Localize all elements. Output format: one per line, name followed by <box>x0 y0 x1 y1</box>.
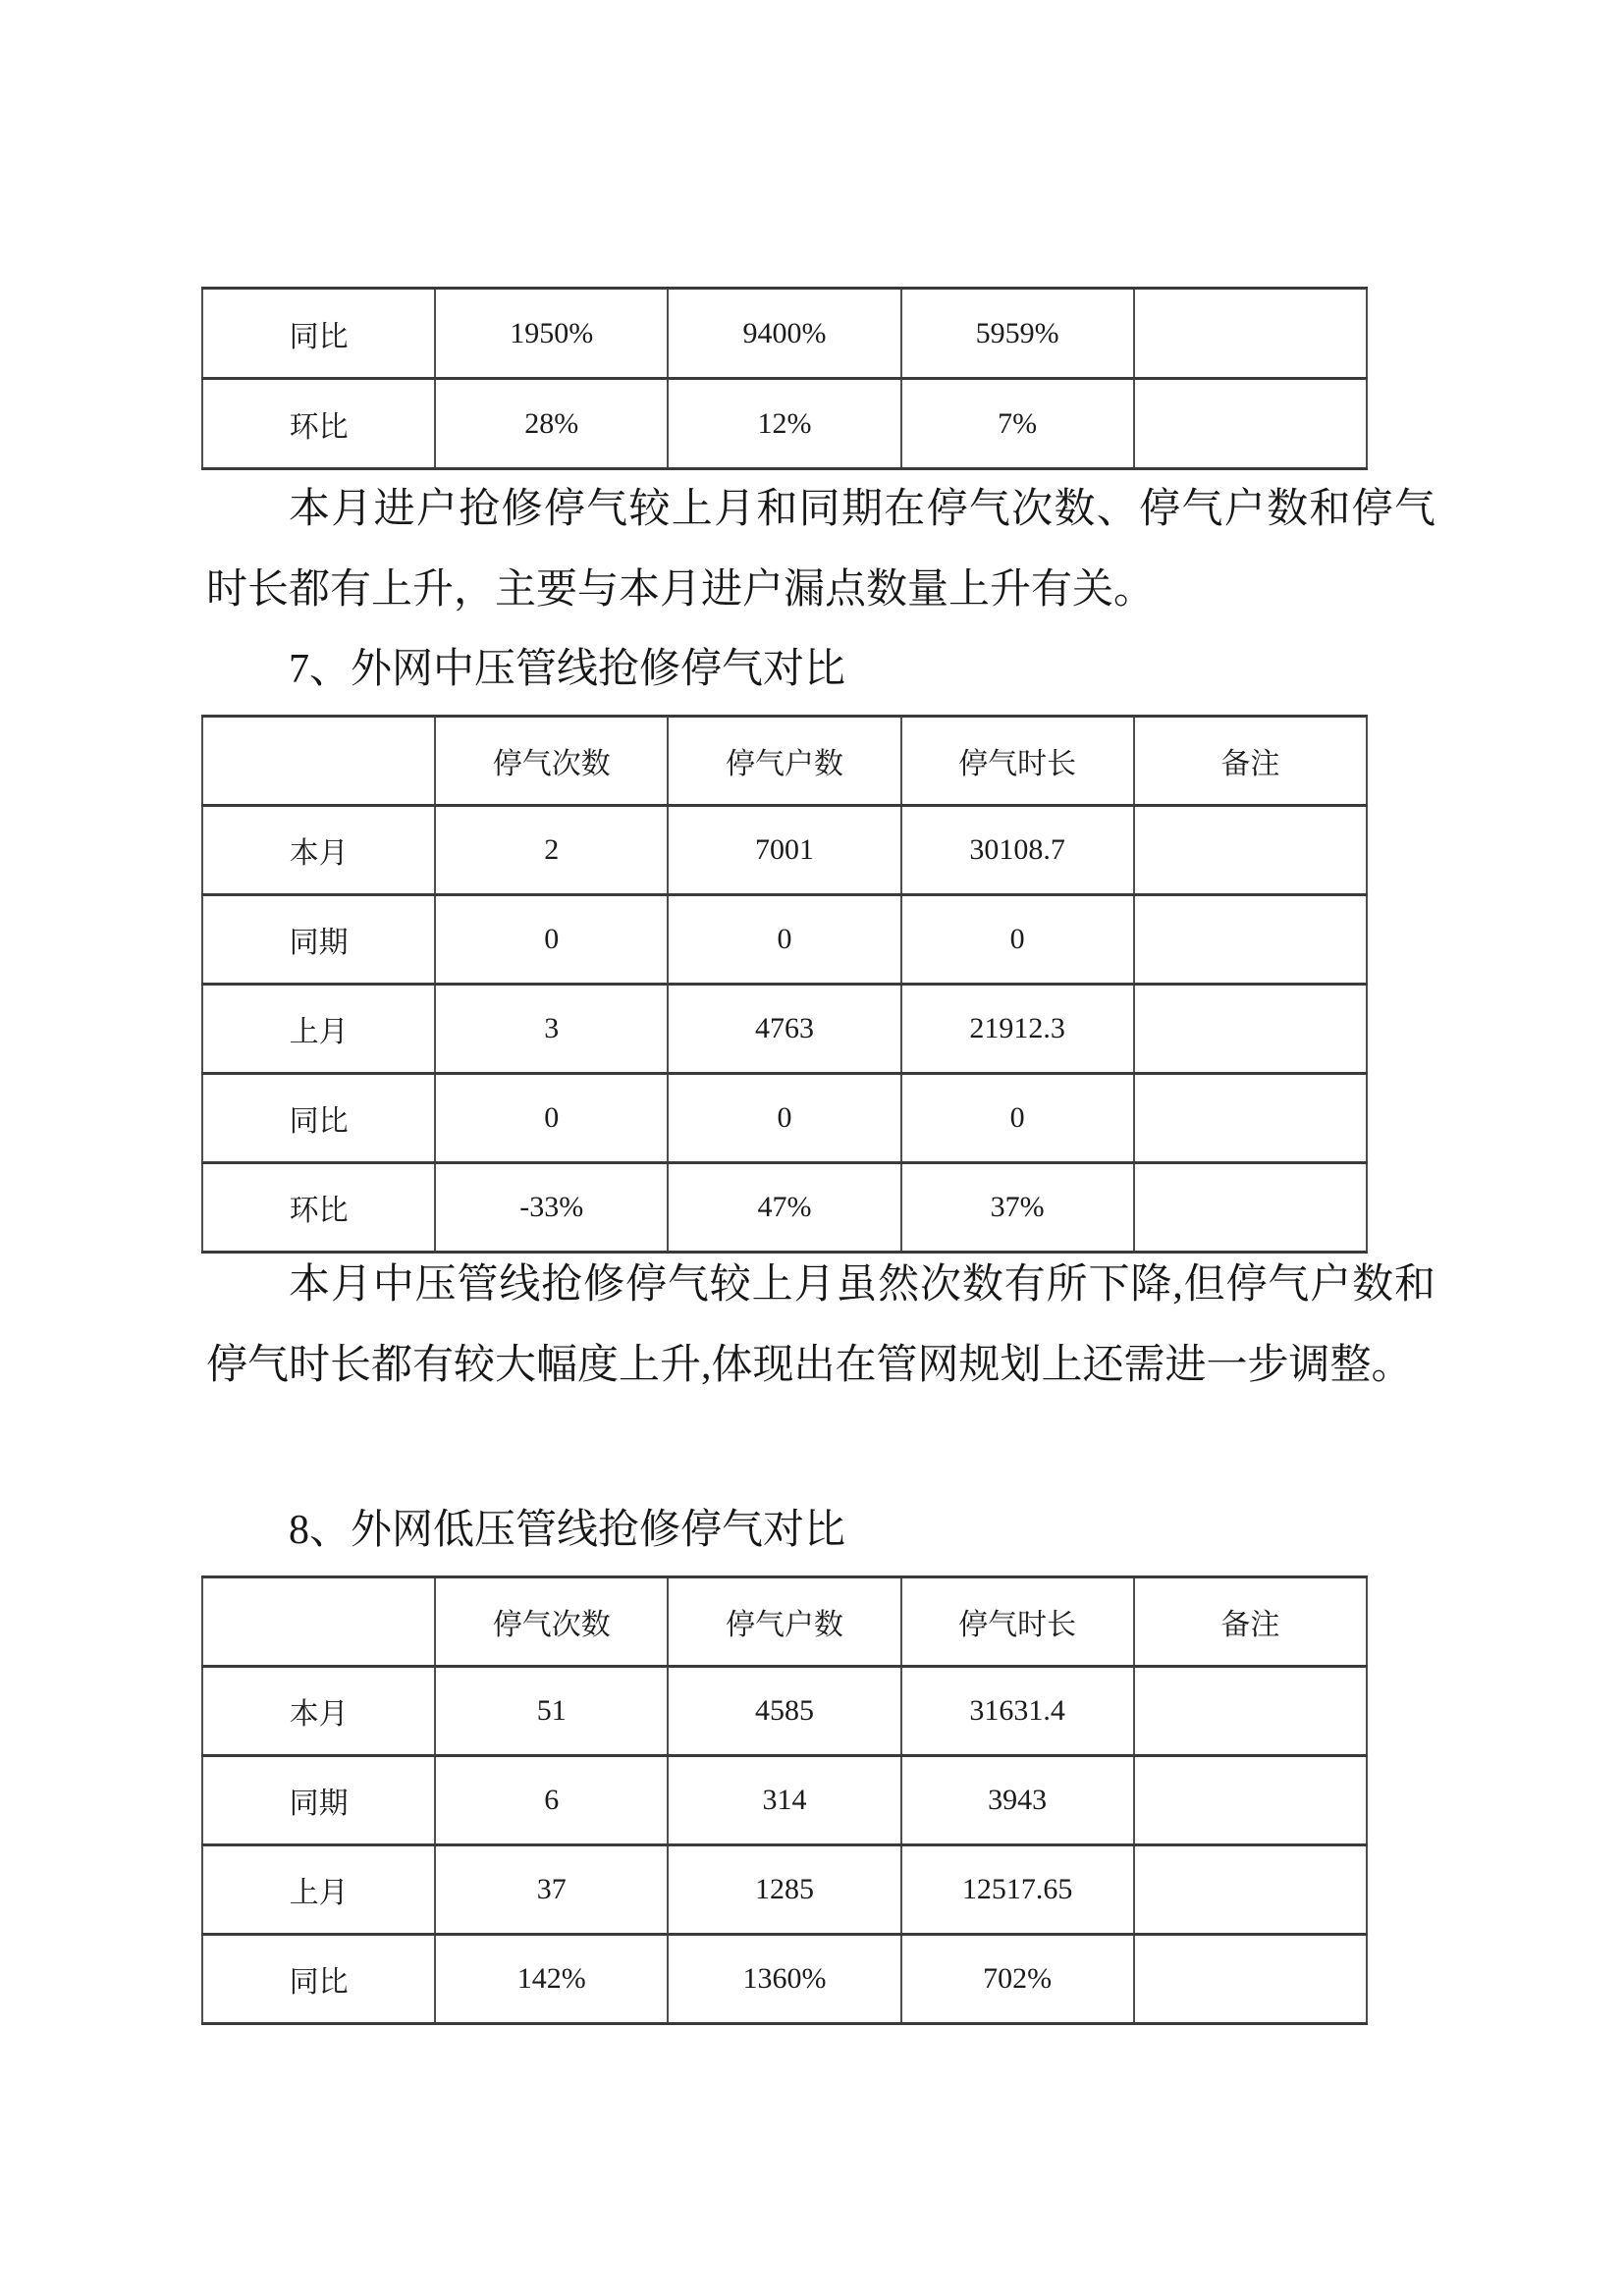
table-header-cell: 停气时长 <box>901 1577 1134 1667</box>
table-cell: 1950% <box>435 289 668 379</box>
table-cell: 30108.7 <box>901 806 1134 895</box>
table-cell <box>1134 985 1367 1074</box>
heading-section-7: 7、外网中压管线抢修停气对比 <box>289 647 846 692</box>
table-header-cell: 停气次数 <box>435 717 668 806</box>
table-cell: 12% <box>668 379 900 469</box>
table-cell: 0 <box>435 895 668 985</box>
table-cell: 5959% <box>901 289 1134 379</box>
table-cell: 37% <box>901 1163 1134 1253</box>
table-cell: 702% <box>901 1935 1134 2024</box>
table-cell: 6 <box>435 1756 668 1845</box>
table-cell: 4585 <box>668 1667 900 1756</box>
table-cell: 28% <box>435 379 668 469</box>
table-cell <box>1134 1667 1367 1756</box>
table-row <box>202 895 1367 985</box>
table-cell: 7001 <box>668 806 900 895</box>
table-row <box>202 289 1367 379</box>
table-header-cell <box>202 1577 435 1667</box>
table-cell: 9400% <box>668 289 900 379</box>
table-cell <box>1134 1074 1367 1163</box>
table-cell <box>1134 1756 1367 1845</box>
table-cell: 142% <box>435 1935 668 2024</box>
table-cell: 0 <box>901 1074 1134 1163</box>
table-cell <box>1134 806 1367 895</box>
table-header-cell: 停气户数 <box>668 717 900 806</box>
row-label-cell: 环比 <box>202 379 435 469</box>
table-cell: 0 <box>668 1074 900 1163</box>
table-cell: 314 <box>668 1756 900 1845</box>
table-cell: 1285 <box>668 1845 900 1935</box>
table-cell: 0 <box>901 895 1134 985</box>
table-cell: -33% <box>435 1163 668 1253</box>
table-row <box>202 1667 1367 1756</box>
table-row <box>202 379 1367 469</box>
table-cell: 31631.4 <box>901 1667 1134 1756</box>
table-row <box>202 1935 1367 2024</box>
table-medium-pressure-comparison <box>201 715 1368 1254</box>
table-cell <box>1134 1935 1367 2024</box>
table-header-cell: 停气户数 <box>668 1577 900 1667</box>
row-label-cell: 上月 <box>202 985 435 1074</box>
table-cell <box>1134 379 1367 469</box>
table-cell: 47% <box>668 1163 900 1253</box>
table-row <box>202 1845 1367 1935</box>
table-cell: 0 <box>668 895 900 985</box>
table-cell <box>1134 289 1367 379</box>
table-row <box>202 1163 1367 1253</box>
table-header-row <box>202 1577 1367 1667</box>
row-label-cell: 同期 <box>202 1756 435 1845</box>
heading-section-8: 8、外网低压管线抢修停气对比 <box>289 1508 846 1553</box>
table-entry-repair-continued <box>201 287 1368 470</box>
table-header-cell <box>202 717 435 806</box>
row-label-cell: 同比 <box>202 289 435 379</box>
row-label-cell: 同期 <box>202 895 435 985</box>
table-header-cell: 停气次数 <box>435 1577 668 1667</box>
row-label-cell: 上月 <box>202 1845 435 1935</box>
table-cell: 37 <box>435 1845 668 1935</box>
table-row <box>202 806 1367 895</box>
table-cell: 4763 <box>668 985 900 1074</box>
table-header-cell: 备注 <box>1134 717 1367 806</box>
table-header-cell: 备注 <box>1134 1577 1367 1667</box>
table-cell: 1360% <box>668 1935 900 2024</box>
row-label-cell: 同比 <box>202 1074 435 1163</box>
row-label-cell: 同比 <box>202 1935 435 2024</box>
table-cell: 2 <box>435 806 668 895</box>
table-cell <box>1134 1163 1367 1253</box>
table-cell: 0 <box>435 1074 668 1163</box>
table-cell <box>1134 1845 1367 1935</box>
table-header-cell: 停气时长 <box>901 717 1134 806</box>
table-header-row <box>202 717 1367 806</box>
paragraph-entry-repair-analysis: 本月进户抢修停气较上月和同期在停气次数、停气户数和停气时长都有上升，主要与本月进户漏点数量上升有关。 <box>206 487 1435 613</box>
table-row <box>202 1074 1367 1163</box>
table-cell <box>1134 895 1367 985</box>
table-cell: 7% <box>901 379 1134 469</box>
table-cell: 3943 <box>901 1756 1134 1845</box>
table-cell: 12517.65 <box>901 1845 1134 1935</box>
table-low-pressure-comparison <box>201 1575 1368 2025</box>
table-row <box>202 1756 1367 1845</box>
table-row <box>202 985 1367 1074</box>
row-label-cell: 本月 <box>202 806 435 895</box>
table-cell: 3 <box>435 985 668 1074</box>
row-label-cell: 本月 <box>202 1667 435 1756</box>
row-label-cell: 环比 <box>202 1163 435 1253</box>
paragraph-medium-pressure-analysis: 本月中压管线抢修停气较上月虽然次数有所下降,但停气户数和停气时长都有较大幅度上升,体现出在管网规划上还需进一步调整。 <box>206 1262 1435 1388</box>
table-cell: 51 <box>435 1667 668 1756</box>
table-cell: 21912.3 <box>901 985 1134 1074</box>
